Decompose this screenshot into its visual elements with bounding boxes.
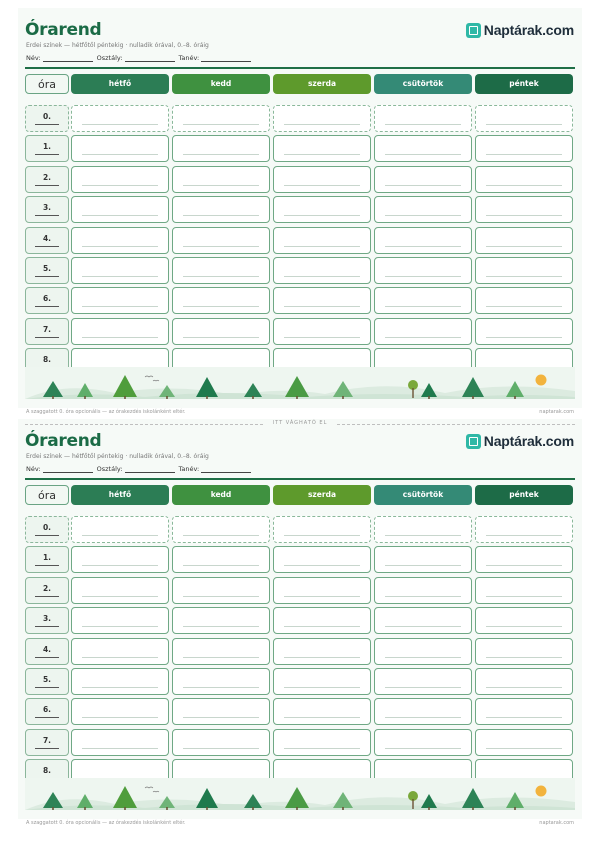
lesson-cell[interactable] [475,668,573,695]
lesson-cell[interactable] [273,135,371,162]
tree-trunk [342,396,344,399]
lesson-line [486,124,562,125]
tree-trunk [84,807,86,810]
lesson-line [82,337,158,338]
hour-number: 2. [42,583,52,593]
hour-underline [35,535,59,536]
lesson-cell[interactable] [475,546,573,573]
lesson-cell[interactable] [475,287,573,314]
tree-trunk [514,807,516,810]
lesson-cell[interactable] [475,698,573,725]
forest-scene-svg [25,778,575,810]
brand-name: Naptárak.com [483,22,574,38]
lesson-cell[interactable] [273,546,371,573]
hour-underline [35,657,59,658]
lesson-line [385,596,461,597]
lesson-line [486,276,562,277]
tree-trunk [124,807,126,810]
day-header: péntek [475,485,573,505]
lesson-cell[interactable] [71,638,169,665]
lesson-cell[interactable] [71,227,169,254]
lesson-line [82,717,158,718]
day-header: kedd [172,74,270,94]
calendar-icon [466,23,481,38]
hour-number: 4. [42,644,52,654]
lesson-cell[interactable] [71,577,169,604]
lesson-line [183,124,259,125]
lesson-cell[interactable] [374,257,472,284]
page-title: Órarend [25,431,102,451]
lesson-line [486,337,562,338]
lesson-line [486,657,562,658]
lesson-line [183,717,259,718]
day-header: hétfő [71,485,169,505]
lesson-line [284,246,360,247]
lesson-cell[interactable] [172,287,270,314]
lesson-line [486,246,562,247]
sun-icon [536,375,547,386]
lesson-line [183,337,259,338]
lesson-cell[interactable] [172,638,270,665]
lesson-line [486,687,562,688]
hour-underline [35,717,59,718]
lesson-line [284,748,360,749]
lesson-cell[interactable] [71,105,169,132]
lesson-cell[interactable] [374,729,472,756]
lesson-cell[interactable] [475,729,573,756]
lesson-cell[interactable] [71,546,169,573]
hour-label [25,287,69,314]
name-label: Név: [26,54,41,62]
lesson-line [385,717,461,718]
year-field[interactable] [179,465,252,473]
lesson-line [385,748,461,749]
lesson-line [486,185,562,186]
lesson-line [284,657,360,658]
lesson-cell[interactable] [172,318,270,345]
year-line [201,465,251,473]
lesson-cell[interactable] [273,638,371,665]
hour-number: 7. [42,324,52,334]
lesson-cell[interactable] [71,729,169,756]
lesson-cell[interactable] [475,227,573,254]
name-label: Név: [26,465,41,473]
hour-underline [35,154,59,155]
lesson-line [385,276,461,277]
lesson-line [183,626,259,627]
hour-label [25,196,69,223]
lesson-line [385,306,461,307]
lesson-cell[interactable] [273,166,371,193]
lesson-line [284,124,360,125]
hour-label [25,318,69,345]
hour-number: 8. [42,355,52,365]
lesson-line [385,215,461,216]
footer-note: A szaggatott 0. óra opcionális — az órakezdés iskolánként eltér. [26,820,186,826]
lesson-cell[interactable] [475,105,573,132]
lesson-cell[interactable] [71,196,169,223]
lesson-cell[interactable] [374,577,472,604]
sun-icon [536,786,547,797]
lesson-cell[interactable] [172,698,270,725]
hour-underline [35,687,59,688]
lesson-cell[interactable] [71,607,169,634]
hour-underline [35,306,59,307]
calendar-icon [466,434,481,449]
lesson-line [82,535,158,536]
hour-label [25,166,69,193]
hour-label [25,638,69,665]
lesson-cell[interactable] [71,287,169,314]
lesson-cell[interactable] [374,607,472,634]
lesson-cell[interactable] [71,516,169,543]
lesson-cell[interactable] [475,607,573,634]
day-header: hétfő [71,74,169,94]
hour-label [25,698,69,725]
lesson-cell[interactable] [374,196,472,223]
hour-label [25,135,69,162]
hour-underline [35,565,59,566]
lesson-line [82,154,158,155]
lesson-cell[interactable] [273,668,371,695]
lesson-line [385,154,461,155]
tree-trunk [296,396,298,399]
lesson-cell[interactable] [172,135,270,162]
lesson-line [284,687,360,688]
brand-logo[interactable] [466,433,574,449]
lesson-line [82,687,158,688]
year-line [201,54,251,62]
hour-underline [35,185,59,186]
lesson-cell[interactable] [374,135,472,162]
brand-name: Naptárak.com [483,433,574,449]
tree-trunk [412,799,413,809]
year-label: Tanév: [178,465,200,473]
forest-illustration [25,778,575,810]
hour-number: 8. [42,766,52,776]
page-subtitle: Erdei színek — hétfőtől péntekig · nulladik órával, 0.–8. óráig [26,42,209,49]
forest-scene-svg [25,367,575,399]
day-header: szerda [273,485,371,505]
student-fields [26,465,255,473]
day-header: csütörtök [374,485,472,505]
hour-number: 4. [42,233,52,243]
lesson-cell[interactable] [172,546,270,573]
lesson-cell[interactable] [374,318,472,345]
brand-logo[interactable] [466,22,574,38]
lesson-line [284,535,360,536]
lesson-cell[interactable] [475,638,573,665]
lesson-cell[interactable] [172,257,270,284]
lesson-line [82,246,158,247]
lesson-line [82,596,158,597]
lesson-cell[interactable] [172,227,270,254]
lesson-cell[interactable] [273,577,371,604]
lesson-line [385,626,461,627]
hour-number: 3. [42,203,52,213]
lesson-line [82,215,158,216]
lesson-line [183,185,259,186]
lesson-cell[interactable] [475,166,573,193]
hour-number: 3. [42,614,52,624]
lesson-line [385,565,461,566]
name-line [43,54,93,62]
lesson-line [82,124,158,125]
lesson-line [385,657,461,658]
hour-label [25,257,69,284]
lesson-cell[interactable] [273,227,371,254]
lesson-line [284,717,360,718]
hour-underline [35,124,59,125]
lesson-cell[interactable] [71,135,169,162]
tree-trunk [252,396,254,399]
lesson-cell[interactable] [374,227,472,254]
lesson-cell[interactable] [475,135,573,162]
lesson-line [385,535,461,536]
day-header: kedd [172,485,270,505]
lesson-cell[interactable] [374,516,472,543]
tree-trunk [252,807,254,810]
lesson-cell[interactable] [475,516,573,543]
lesson-cell[interactable] [475,196,573,223]
lesson-line [486,535,562,536]
class-field[interactable] [97,465,175,473]
lesson-line [385,246,461,247]
tree-trunk [514,396,516,399]
name-line [43,465,93,473]
hour-label [25,546,69,573]
hour-number: 6. [42,294,52,304]
lesson-line [486,306,562,307]
lesson-line [183,246,259,247]
lesson-cell[interactable] [71,257,169,284]
day-header: péntek [475,74,573,94]
hour-number: 0. [42,523,52,532]
hour-column-header: óra [25,74,69,94]
hour-label [25,516,69,543]
lesson-cell[interactable] [273,318,371,345]
lesson-cell[interactable] [475,257,573,284]
schedule-sheet-top [0,8,600,423]
tree-trunk [428,807,430,810]
hour-underline [35,596,59,597]
lesson-line [183,215,259,216]
lesson-cell[interactable] [374,166,472,193]
page-title: Órarend [25,20,102,40]
lesson-cell[interactable] [172,577,270,604]
forest-illustration [25,367,575,399]
hour-underline [35,215,59,216]
lesson-cell[interactable] [172,607,270,634]
hour-label [25,607,69,634]
lesson-cell[interactable] [374,105,472,132]
lesson-cell[interactable] [475,318,573,345]
tree-trunk [166,396,168,399]
year-label: Tanév: [178,54,200,62]
student-fields [26,54,255,62]
lesson-cell[interactable] [273,105,371,132]
lesson-line [284,337,360,338]
tree-trunk [472,807,474,810]
lesson-cell[interactable] [273,698,371,725]
day-header: csütörtök [374,74,472,94]
footer-note: A szaggatott 0. óra opcionális — az órakezdés iskolánként eltér. [26,409,186,415]
lesson-cell[interactable] [172,668,270,695]
lesson-cell[interactable] [71,698,169,725]
hour-label [25,105,69,132]
hour-underline [35,748,59,749]
footer-url[interactable]: naptarak.com [539,409,574,415]
footer-url[interactable]: naptarak.com [539,820,574,826]
lesson-line [284,154,360,155]
lesson-line [82,306,158,307]
lesson-line [385,337,461,338]
hour-label [25,577,69,604]
hour-number: 1. [42,553,52,563]
tree-trunk [84,396,86,399]
lesson-cell[interactable] [273,516,371,543]
tree-trunk [124,396,126,399]
tree-trunk [52,807,54,810]
hour-label [25,668,69,695]
lesson-line [486,717,562,718]
lesson-cell[interactable] [71,668,169,695]
class-line [125,465,175,473]
lesson-cell[interactable] [273,607,371,634]
lesson-line [284,306,360,307]
lesson-cell[interactable] [172,166,270,193]
lesson-line [284,626,360,627]
lesson-cell[interactable] [172,105,270,132]
tree-trunk [206,396,208,399]
lesson-cell[interactable] [374,638,472,665]
hour-number: 5. [42,675,52,684]
lesson-line [82,748,158,749]
class-line [125,54,175,62]
class-field[interactable] [97,54,175,62]
tree-trunk [166,807,168,810]
hour-number: 0. [42,112,52,121]
lesson-cell[interactable] [475,577,573,604]
tree-trunk [296,807,298,810]
lesson-cell[interactable] [374,668,472,695]
lesson-line [486,596,562,597]
lesson-line [486,748,562,749]
tree-trunk [52,396,54,399]
hour-number: 1. [42,142,52,152]
hour-underline [35,246,59,247]
tree-trunk [342,807,344,810]
lesson-line [183,596,259,597]
lesson-line [183,748,259,749]
lesson-line [183,565,259,566]
schedule-sheet-bottom [0,419,600,834]
hour-underline [35,276,59,277]
lesson-cell[interactable] [273,196,371,223]
lesson-line [486,154,562,155]
lesson-line [183,535,259,536]
lesson-line [183,306,259,307]
page-subtitle: Erdei színek — hétfőtől péntekig · nulladik órával, 0.–8. óráig [26,453,209,460]
class-label: Osztály: [96,54,123,62]
lesson-line [82,565,158,566]
lesson-line [183,154,259,155]
hour-column-header: óra [25,485,69,505]
lesson-cell[interactable] [71,318,169,345]
hour-number: 2. [42,172,52,182]
lesson-line [385,124,461,125]
cut-line [0,420,600,428]
day-header: szerda [273,74,371,94]
lesson-line [486,565,562,566]
lesson-line [82,657,158,658]
lesson-line [82,626,158,627]
tree-trunk [428,396,430,399]
lesson-line [486,215,562,216]
lesson-cell[interactable] [374,546,472,573]
lesson-line [82,276,158,277]
lesson-line [284,565,360,566]
lesson-line [183,657,259,658]
lesson-line [82,185,158,186]
tree-trunk [472,396,474,399]
hour-label [25,729,69,756]
lesson-line [284,276,360,277]
lesson-line [284,215,360,216]
lesson-line [486,626,562,627]
lesson-cell[interactable] [374,698,472,725]
year-field[interactable] [179,54,252,62]
hour-underline [35,626,59,627]
lesson-line [183,276,259,277]
cut-label: ITT VÁGHATÓ EL [272,420,328,426]
name-field[interactable] [26,465,93,473]
lesson-line [284,596,360,597]
lesson-cell[interactable] [374,287,472,314]
tree-trunk [206,807,208,810]
hour-underline [35,337,59,338]
header-rule [25,67,575,69]
lesson-cell[interactable] [71,166,169,193]
hour-number: 7. [42,735,52,745]
lesson-cell[interactable] [172,729,270,756]
tree-trunk [412,388,413,398]
lesson-line [385,185,461,186]
hour-number: 5. [42,264,52,273]
class-label: Osztály: [96,465,123,473]
hour-label [25,227,69,254]
lesson-line [183,687,259,688]
header-rule [25,478,575,480]
lesson-cell[interactable] [273,257,371,284]
lesson-line [284,185,360,186]
lesson-cell[interactable] [172,196,270,223]
name-field[interactable] [26,54,93,62]
lesson-cell[interactable] [273,729,371,756]
hour-number: 6. [42,705,52,715]
lesson-cell[interactable] [273,287,371,314]
lesson-cell[interactable] [172,516,270,543]
lesson-line [385,687,461,688]
